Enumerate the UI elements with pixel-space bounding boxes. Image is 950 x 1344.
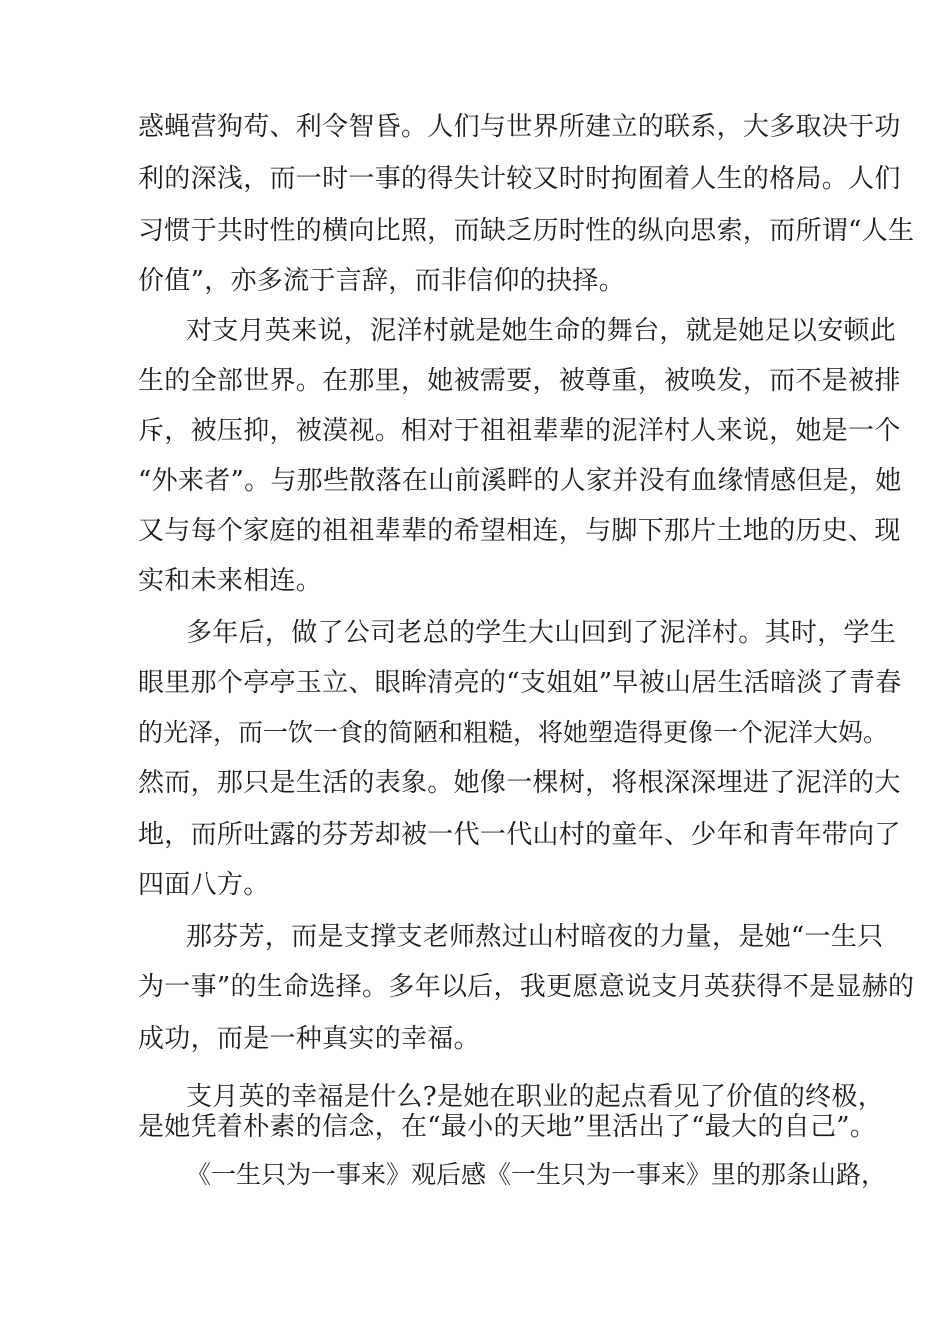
paragraph-3-line-4: 然而，那只是生活的表象。她像一棵树，将根深深埋进了泥洋的大	[138, 768, 901, 798]
paragraph-3-line-1: 多年后，做了公司老总的学生大山回到了泥洋村。其时，学生	[186, 618, 897, 648]
paragraph-2-line-4: “外来者”。与那些散落在山前溪畔的人家并没有血缘情感但是，她	[138, 466, 902, 496]
paragraph-2-line-3: 斥，被压抑，被漠视。相对于祖祖辈辈的泥洋村人来说，她是一个	[138, 416, 901, 446]
paragraph-5-line-1: 支月英的幸福是什么?是她在职业的起点看见了价值的终极，	[186, 1082, 885, 1112]
paragraph-3-line-5: 地，而所吐露的芬芳却被一代一代山村的童年、少年和青年带向了	[138, 820, 901, 850]
paragraph-1-line-3: 习惯于共时性的横向比照，而缺乏历时性的纵向思索，而所谓“人生	[138, 216, 915, 246]
paragraph-6-line-1: 《一生只为一事来》观后感《一生只为一事来》里的那条山路，	[186, 1160, 887, 1189]
paragraph-5-line-2: 是她凭着朴素的信念，在“最小的天地”里活出了“最大的自己”。	[138, 1112, 877, 1142]
paragraph-3-line-6: 四面八方。	[138, 870, 270, 900]
paragraph-2-line-2: 生的全部世界。在那里，她被需要，被尊重，被唤发，而不是被排	[138, 366, 901, 396]
paragraph-3-line-3: 的光泽，而一饮一食的简陋和粗糙，将她塑造得更像一个泥洋大妈。	[138, 718, 889, 747]
paragraph-1-line-2: 利的深浅，而一时一事的得失计较又时时拘囿着人生的格局。人们	[138, 164, 901, 194]
paragraph-4-line-3: 成功，而是一种真实的幸福。	[138, 1024, 480, 1054]
paragraph-2-line-6: 实和未来相连。	[138, 566, 323, 596]
paragraph-4-line-1: 那芬芳，而是支撑支老师熬过山村暗夜的力量，是她“一生只	[186, 922, 884, 952]
paragraph-4-line-2: 为一事”的生命选择。多年以后，我更愿意说支月英获得不是显赫的	[138, 972, 915, 1002]
paragraph-1-line-4: 价值”，亦多流于言辞，而非信仰的抉择。	[138, 266, 625, 296]
paragraph-1-line-1: 惑蝇营狗苟、利令智昏。人们与世界所建立的联系，大多取决于功	[138, 112, 901, 142]
paragraph-2-line-1: 对支月英来说，泥洋村就是她生命的舞台，就是她足以安顿此	[186, 316, 897, 346]
paragraph-3-line-2: 眼里那个亭亭玉立、眼眸清亮的“支姐姐”早被山居生活暗淡了青春	[138, 668, 902, 698]
paragraph-2-line-5: 又与每个家庭的祖祖辈辈的希望相连，与脚下那片土地的历史、现	[138, 516, 901, 546]
